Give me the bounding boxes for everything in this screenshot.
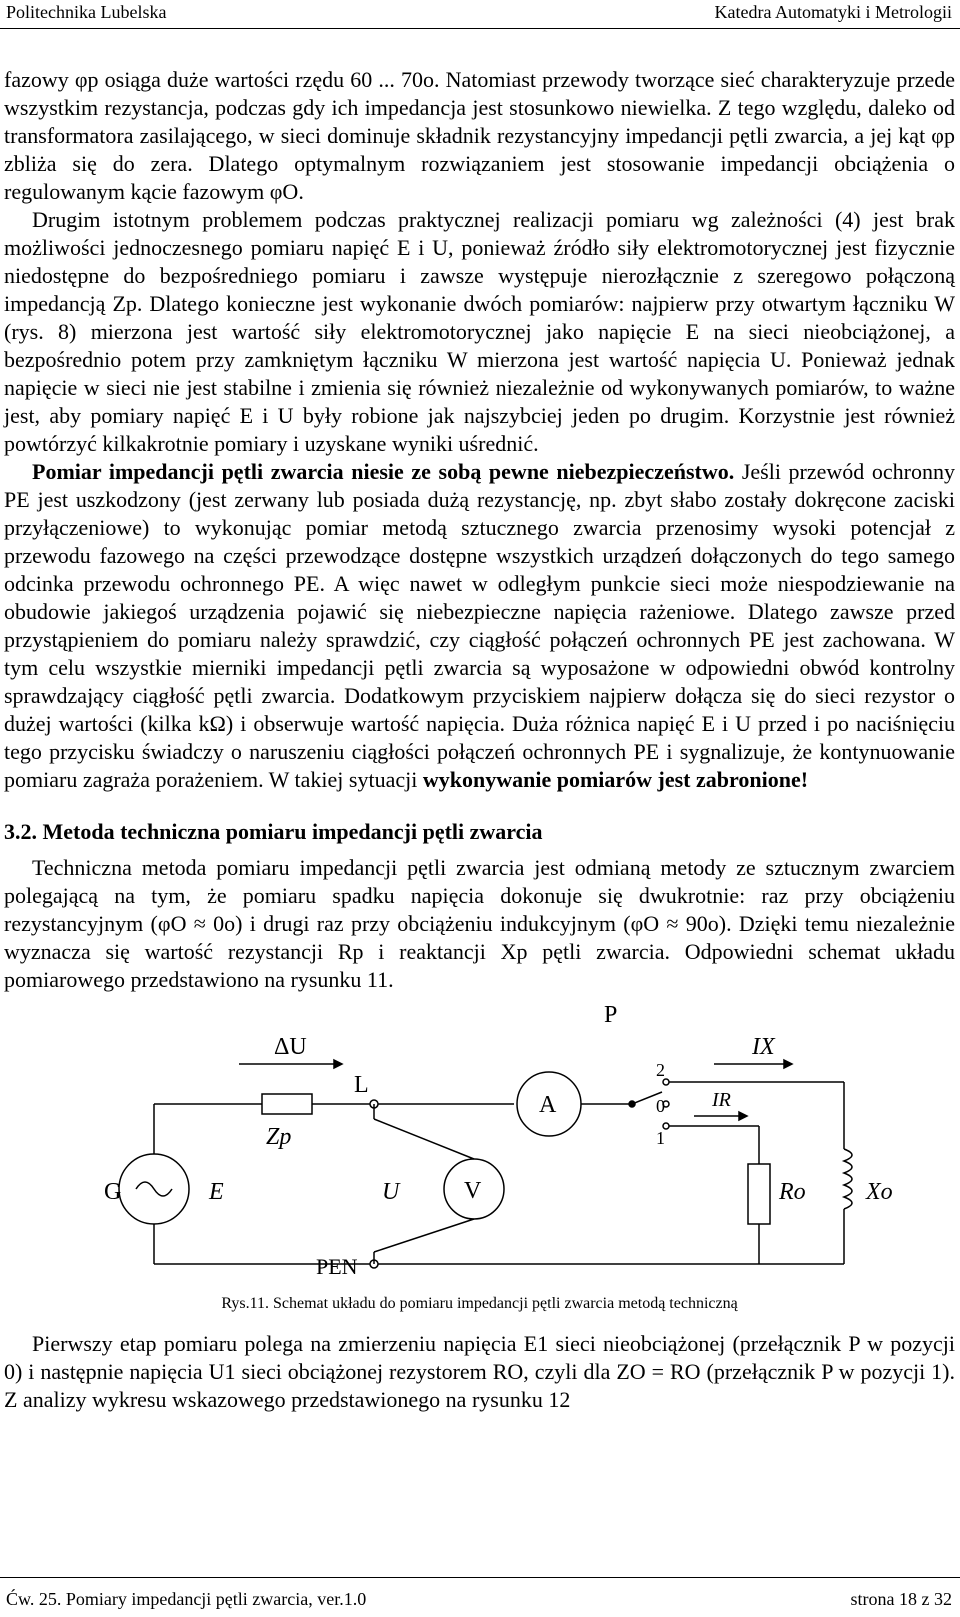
ro-resistor [748, 1164, 770, 1224]
label-pos-1: 1 [656, 1128, 665, 1148]
label-g: G [104, 1179, 122, 1205]
label-l: L [354, 1072, 369, 1098]
circuit-schematic [4, 994, 955, 1284]
figure-caption: Rys.11. Schemat układu do pomiaru impedancji pętli zwarcia metodą techniczną [221, 1295, 738, 1312]
footer-rule [0, 1577, 960, 1578]
warning-paragraph [4, 458, 955, 794]
label-p: P [604, 1002, 618, 1028]
label-v: V [464, 1178, 482, 1204]
label-ir: IR [712, 1089, 731, 1111]
header-rule [0, 28, 960, 29]
label-delta-u: ΔU [274, 1034, 307, 1060]
page-header [0, 0, 960, 24]
label-zp: Zp [266, 1124, 292, 1150]
label-ix: IX [752, 1034, 775, 1060]
label-u: U [382, 1179, 400, 1205]
label-pen: PEN [316, 1254, 358, 1279]
footer-right: strona 18 z 32 [850, 1589, 952, 1609]
label-e: E [209, 1179, 224, 1205]
paragraph-2: Drugim istotnym problemem podczas praktycznej realizacji pomiaru wg zależności (4) jest brak możliwości jednoczesnego pomiaru napięć E i U, ponieważ źródło siły elektromotorycznej jest fizycznie niedostępne do bezpośredniego pomiaru i zawsze występuje nierozłącznie z szeregowo połączoną impedancją Zp. Dlatego konieczne jest wykonanie dwóch pomiarów: najpierw przy otwartym łączniku W (rys. 8) mierzona jest wartość siły elektromotorycznej jako napięcie E na sieci nieobciążonej, a bezpośrednio potem przy zamkniętym łączniku W mierzona jest wartość napięcia U. Ponieważ jednak napięcie w sieci nie jest stabilne i zmienia się również niezależnie od wykonywanych pomiarów, to ważne jest, aby pomiary napięć E i U były robione jak najszybciej jeden po drugim. Korzystnie jest również powtórzyć kilkakrotnie pomiary i uzyskane wyniki uśrednić. [4, 207, 955, 456]
header-left: Politechnika Lubelska [6, 2, 167, 22]
label-pos-2: 2 [656, 1060, 665, 1080]
label-xo: Xo [866, 1179, 893, 1205]
final-paragraph: Pierwszy etap pomiaru polega na zmierzeniu napięcia E1 sieci nieobciążonej (przełącznik P w pozycji 0) i następnie napięcia U1 sieci obciążonej rezystorem RO, czyli dla ZO = RO (przełącznik P w pozycji 1). Z analizy wykresu wskazowego przedstawionego na rysunku 12 [4, 1331, 955, 1412]
section-paragraph: Techniczna metoda pomiaru impedancji pętli zwarcia jest odmianą metody ze sztucznym zwarciem polegającą na tym, że pomiaru spadku napięcia dokonuje się dwukrotnie: raz przy obciążeniu rezystancyjnym (φO ≈ 0o) i drugi raz przy obciążeniu indukcyjnym (φO ≈ 90o). Dzięki temu niezależnie wyznacza się wartość rezystancji Rp i reaktancji Xp pętli zwarcia. Odpowiedni schemat układu pomiarowego przedstawiono na rysunku 11. [4, 855, 955, 992]
xo-inductor [844, 1149, 852, 1209]
warning-text: Jeśli przewód ochronny PE jest uszkodzony (jest zerwany lub posiada dużą rezystancję, np. zbyt słabo zostały dokręcone zaciski przyłączeniowe) to wykonując pomiar metodą sztucznego zwarcia przenosimy wysoki potencjał z przewodu fazowego na części przewodzące dostępne wszystkich urządzeń dołączonych do tego samego odcinka przewodu ochronnego PE. A więc nawet w odległym punkcie sieci może niespodziewanie na obudowie jakiegoś urządzenia pojawić się niebezpieczne napięcia rażeniowe. Dlatego zawsze przed przystąpieniem do pomiaru należy sprawdzić, czy ciągłość połączeń ochronnych PE jest zachowana. W tym celu wszystkie mierniki impedancji pętli zwarcia są wyposażone w odpowiedni obwód kontrolny sprawdzający ciągłość pętli zwarcia. Dodatkowym przyciskiem najpierw dołącza się do sieci rezystor o dużej wartości (kilka kΩ) i obserwuje wartość napięcia. Duża różnica napięć E i U przed i po naciśnięciu tego przycisku świadczy o naruszeniu ciągłości połączeń ochronnych PE i sygnalizuje, że kontynuowanie pomiaru zagraża porażeniem. W takiej sytuacji [4, 459, 955, 792]
section-title: 3.2. Metoda techniczna pomiaru impedancji pętli zwarcia [4, 819, 543, 844]
warning-bold-start: Pomiar impedancji pętli zwarcia niesie ze sobą pewne niebezpieczeństwo. [32, 459, 735, 484]
warning-bold-end: wykonywanie pomiarów jest zabronione! [422, 767, 809, 792]
document-body [4, 66, 955, 1414]
circuit-figure [4, 994, 955, 1284]
page-footer [0, 1577, 960, 1617]
zp-impedance [262, 1094, 312, 1114]
label-ro: Ro [779, 1179, 806, 1205]
paragraph-1: fazowy φp osiąga duże wartości rzędu 60 ... 70o. Natomiast przewody tworzące sieć charakteryzuje przede wszystkim rezystancja, podczas gdy ich impedancja jest stosunkowo niewielka. Z tego względu, daleko od transformatora zasilającego, w sieci dominuje składnik rezystancyjny impedancji pętli zwarcia, a jej kąt φp zbliża się do zera. Dlatego optymalnym rozwiązaniem jest stosowanie impedancji obciążenia o regulowanym kącie fazowym φO. [4, 67, 955, 204]
label-a: A [539, 1092, 557, 1118]
footer-left: Ćw. 25. Pomiary impedancji pętli zwarcia, ver.1.0 [6, 1589, 367, 1609]
header-right: Katedra Automatyki i Metrologii [714, 2, 952, 22]
label-pos-0: 0 [656, 1096, 665, 1116]
